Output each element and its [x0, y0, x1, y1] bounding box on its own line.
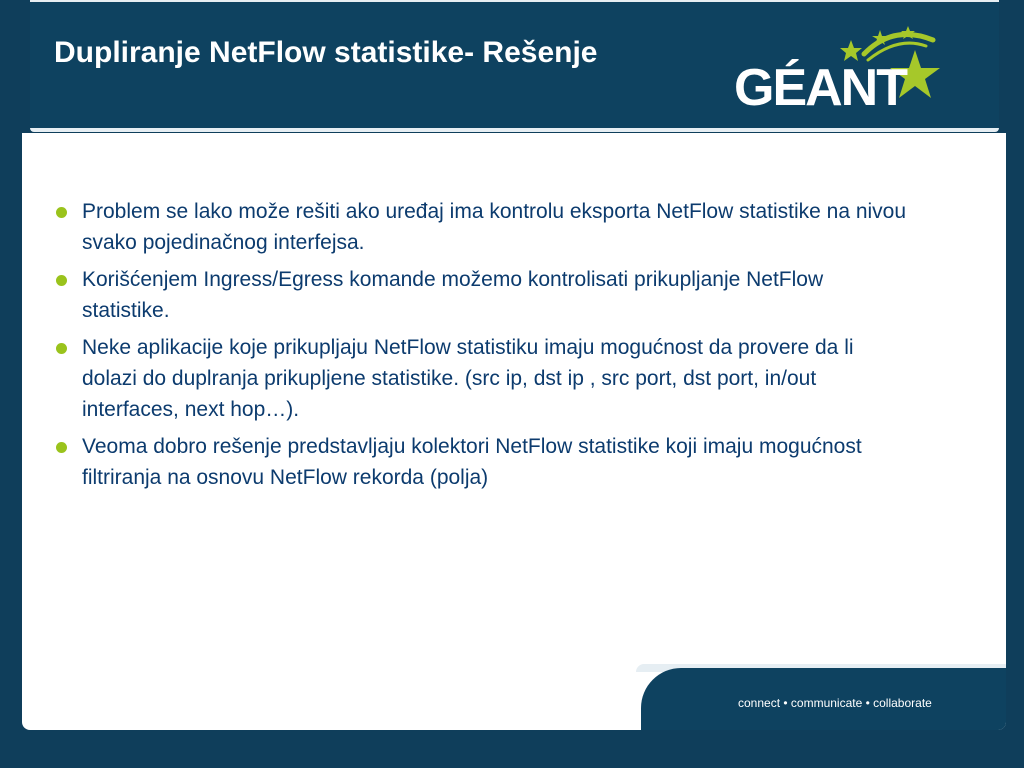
- bullet-dot-icon: [56, 442, 67, 453]
- bullet-dot-icon: [56, 343, 67, 354]
- header-edge: [30, 128, 999, 132]
- bullet-item: [54, 431, 914, 493]
- bullet-dot-icon: [56, 207, 67, 218]
- footer-tagline: connect • communicate • collaborate: [738, 696, 932, 710]
- bullet-text: Korišćenjem Ingress/Egress komande možemo kontrolisati prikupljanje NetFlow statistike.: [82, 268, 824, 322]
- bullet-text: Veoma dobro rešenje predstavljaju kolektori NetFlow statistike koji imaju mogućnost filtriranja na osnovu NetFlow rekorda (polja): [82, 435, 862, 489]
- bullet-item: [54, 332, 914, 425]
- bullet-item: [54, 264, 914, 326]
- bullet-text: Neke aplikacije koje prikupljaju NetFlow statistiku imaju mogućnost da provere da li dolazi do duplranja prikupljene statistike. (src ip, dst ip , src port, dst port, in/out interfaces, next hop…).: [82, 336, 854, 421]
- bullet-item: [54, 196, 914, 258]
- geant-logo: [728, 24, 948, 116]
- logo-wordmark: GÉANT: [734, 59, 906, 117]
- bullet-dot-icon: [56, 275, 67, 286]
- bullet-list: [54, 196, 914, 499]
- bullet-text: Problem se lako može rešiti ako uređaj ima kontrolu eksporta NetFlow statistike na nivou svako pojedinačnog interfejsa.: [82, 200, 907, 254]
- slide-title: Dupliranje NetFlow statistike- Rešenje: [54, 36, 598, 69]
